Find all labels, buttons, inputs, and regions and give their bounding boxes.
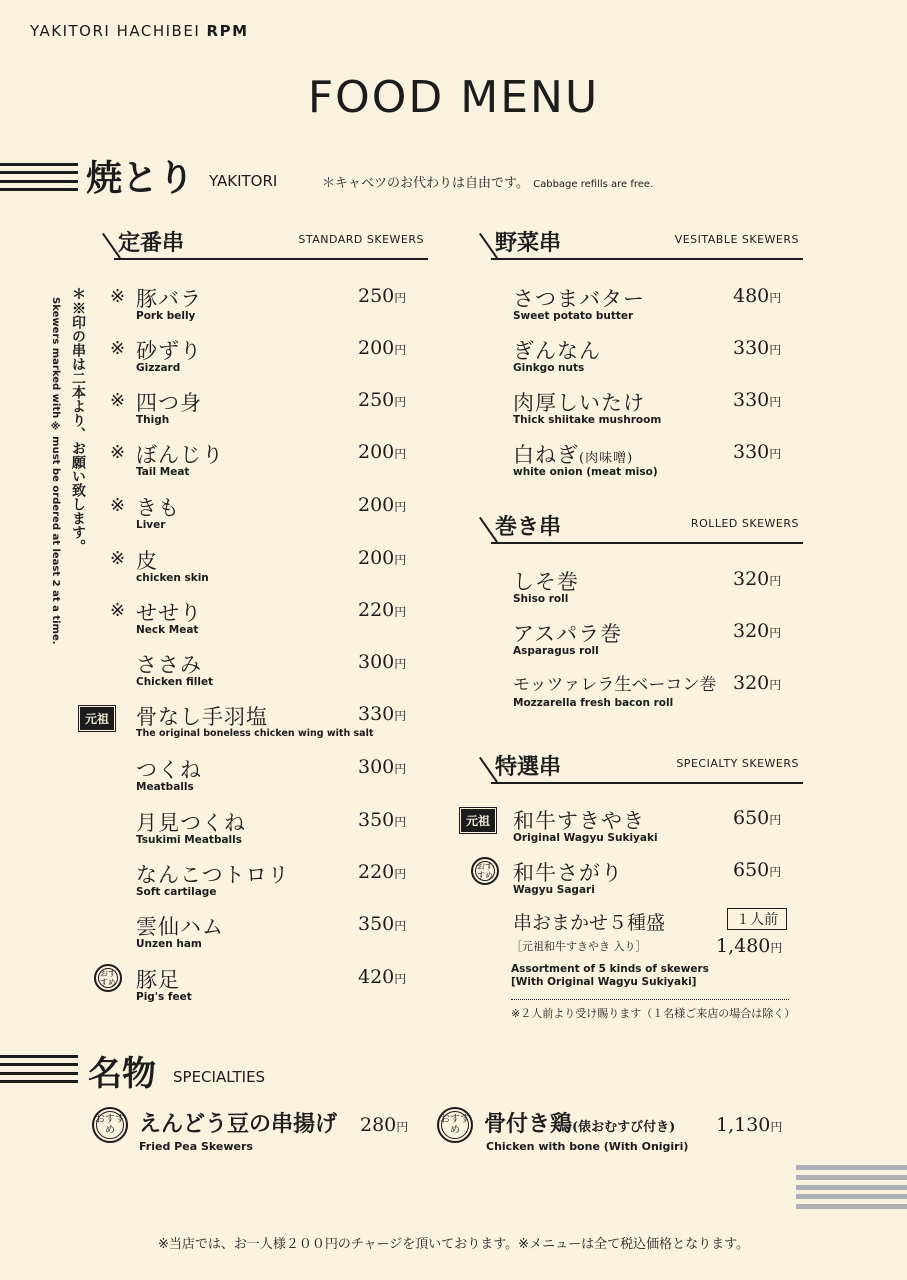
item-name-en: white onion (meat miso) [513,466,658,478]
price-value: 200 [358,441,395,463]
item-name-en: Asparagus roll [513,645,599,657]
price-value: 200 [358,547,395,569]
yen-unit: 円 [769,395,782,409]
item-name-sub: (俵おむすび付き) [572,1120,676,1135]
item-price [733,620,781,642]
item-name: 和牛すきやき [513,809,645,833]
header-rule [114,258,428,260]
rolled-title-en: ROLLED SKEWERS [690,517,799,530]
pea-skewer-name: えんどう豆の串揚げ [139,1111,338,1137]
item-name: 和牛さがり [513,861,623,885]
rolled-title: 巻き串 [495,514,562,540]
price-value: 330 [358,703,395,725]
menu-item [487,859,797,909]
item-name-sub: (肉味噌) [579,451,634,466]
item-price [733,389,781,411]
double-mark: ※ [110,390,126,411]
rolled-header [487,512,803,542]
yen-unit: 円 [769,678,782,692]
osusume-badge: おすすめ [471,857,499,885]
price-value: 330 [733,389,770,411]
item-price [358,703,406,725]
menu-item [110,756,420,806]
item-price [733,672,781,694]
header-rule [491,542,803,544]
omakase-en-1: Assortment of 5 kinds of skewers [511,963,709,975]
decor-stripes [796,1165,907,1209]
menu-item [487,568,797,618]
item-price [733,337,781,359]
header-rule [491,258,803,260]
item-name-en: Unzen ham [136,938,202,950]
yen-unit: 円 [769,343,782,357]
menu-item [110,547,420,597]
item-name-main: 白ねぎ [513,443,579,467]
menu-item [110,651,420,701]
price-value: 320 [733,620,770,642]
yen-unit: 円 [394,657,407,671]
vegetable-title: 野菜串 [495,230,562,256]
yen-unit: 円 [394,447,407,461]
brand [30,22,249,40]
yen-unit: 円 [770,1120,783,1134]
item-name-en: Liver [136,519,166,531]
menu-item [110,703,420,753]
price-value: 320 [733,672,770,694]
menu-item [487,285,797,335]
item-name: ぼんじり [136,443,224,467]
chicken-bone-en: Chicken with bone (With Onigiri) [486,1140,689,1153]
standard-title-en: STANDARD SKEWERS [298,233,424,246]
item-name-en: Ginkgo nuts [513,362,585,374]
yen-unit: 円 [394,972,407,986]
item-name: 四つ身 [136,391,202,415]
item-price [358,441,406,463]
price-value: 350 [358,809,395,831]
item-name: ささみ [136,653,202,677]
price-value: 1,130 [716,1114,771,1136]
item-price [733,807,781,829]
item-name-en: Neck Meat [136,624,199,636]
menu-item [487,672,797,722]
menu-item [487,337,797,387]
header-stripes [0,1055,78,1083]
double-mark: ※ [110,338,126,359]
yen-unit: 円 [394,867,407,881]
item-name [513,439,633,469]
item-name: せせり [136,601,202,625]
specialty-title-en: SPECIALTY SKEWERS [676,757,799,770]
item-name: なんこつトロリ [136,863,290,887]
item-name-en: Chicken fillet [136,676,214,688]
item-price [358,861,406,883]
double-mark: ※ [110,600,126,621]
price-value: 220 [358,599,395,621]
item-name: きも [136,496,180,520]
price-value: 330 [733,337,770,359]
price-value: 250 [358,389,395,411]
osusume-badge: おすすめ [437,1107,473,1143]
menu-item [110,441,420,491]
item-price [733,285,781,307]
menu-item [110,599,420,649]
double-mark: ※ [110,495,126,516]
yen-unit: 円 [394,605,407,619]
price-value: 300 [358,651,395,673]
chicken-bone-price [716,1114,782,1136]
menu-item [110,913,420,963]
price-value: 280 [360,1114,397,1136]
price-value: 650 [733,859,770,881]
side-note-jp: ＊※印の串は二本より、お願い致します。 [70,287,86,553]
cabbage-note-jp: ＊キャベツのお代わりは自由です。 [322,176,529,191]
yakitori-title-en: YAKITORI [209,172,278,190]
yen-unit: 円 [394,343,407,357]
standard-title: 定番串 [118,230,185,256]
header-rule [491,782,803,784]
yen-unit: 円 [394,395,407,409]
item-name-en: Original Wagyu Sukiyaki [513,832,658,844]
yakitori-title: 焼とり [86,157,195,199]
yen-unit: 円 [769,574,782,588]
header-stripes [0,163,78,191]
menu-item [110,861,420,911]
item-name-en: Pork belly [136,310,196,322]
ganso-badge: 元祖 [461,809,495,832]
item-price [358,913,406,935]
item-price [358,809,406,831]
omakase-bracket: ［元祖和牛すきやき 入り］ [511,940,647,953]
item-name-en: Tsukimi Meatballs [136,834,242,846]
price-value: 220 [358,861,395,883]
item-name-en: The original boneless chicken wing with salt [136,728,374,739]
specialty-header [487,752,803,782]
ganso-badge: 元祖 [80,707,114,730]
item-name-en: chicken skin [136,572,209,584]
price-value: 250 [358,285,395,307]
menu-item [487,807,797,857]
item-price [358,966,406,988]
chicken-bone-name [484,1107,675,1138]
cabbage-note-en: Cabbage refills are free. [533,179,654,190]
yen-unit: 円 [394,709,407,723]
meibutsu-title: 名物 [88,1054,156,1094]
item-name: モッツァレラ生ベーコン巻 [513,675,717,695]
omakase-en-2: [With Original Wagyu Sukiyaki] [511,976,697,988]
standard-header [110,228,428,258]
osusume-badge: おすすめ [94,964,122,992]
yen-unit: 円 [396,1120,409,1134]
item-price [733,568,781,590]
item-name-en: Sweet potato butter [513,310,634,322]
price-value: 200 [358,494,395,516]
item-name: 豚バラ [136,287,202,311]
menu-item [110,389,420,439]
menu-item [110,966,420,1016]
pea-skewer-en: Fried Pea Skewers [139,1140,253,1153]
double-mark: ※ [110,548,126,569]
price-value: 330 [733,441,770,463]
yen-unit: 円 [770,941,783,955]
item-name-en: Gizzard [136,362,181,374]
menu-item [110,285,420,335]
item-name: 砂ずり [136,339,202,363]
item-price [733,441,781,463]
yen-unit: 円 [394,291,407,305]
menu-item [487,389,797,439]
item-name-en: Thigh [136,414,170,426]
item-price [358,285,406,307]
yen-unit: 円 [394,919,407,933]
item-price [358,651,406,673]
item-price [358,599,406,621]
omakase-name: 串おまかせ５種盛 [513,912,666,934]
specialty-title: 特選串 [495,754,562,780]
vegetable-title-en: VESITABLE SKEWERS [674,233,799,246]
item-name: つくね [136,758,202,782]
price-value: 1,480 [716,935,771,957]
omakase-note: ※２人前より受け賜ります（１名様ご来店の場合は除く） [511,1007,796,1020]
yen-unit: 円 [769,865,782,879]
item-name-en: Shiso roll [513,593,569,605]
item-name: 皮 [136,549,158,573]
yen-unit: 円 [769,626,782,640]
item-name: アスパラ巻 [513,622,623,646]
yen-unit: 円 [394,762,407,776]
brand-name: YAKITORI HACHIBEI [30,22,201,40]
price-value: 480 [733,285,770,307]
price-value: 420 [358,966,395,988]
item-price [358,547,406,569]
item-name: 月見つくね [136,811,246,835]
item-name-main: 骨付き鶏 [484,1111,573,1137]
price-value: 650 [733,807,770,829]
price-value: 350 [358,913,395,935]
item-price [358,756,406,778]
item-name-en: Thick shiitake mushroom [513,414,662,426]
omakase-price [716,935,782,957]
cabbage-note [322,172,653,191]
yen-unit: 円 [394,553,407,567]
yen-unit: 円 [769,291,782,305]
pea-skewer-price [360,1114,408,1136]
item-name: さつまバター [513,287,645,311]
yen-unit: 円 [394,815,407,829]
item-name-en: Wagyu Sagari [513,884,595,896]
page-title: FOOD MENU [307,72,600,123]
item-name: しそ巻 [513,570,579,594]
yen-unit: 円 [769,813,782,827]
brand-rpm: RPM [206,22,249,40]
price-value: 200 [358,337,395,359]
item-name-en: Pig's feet [136,991,192,1003]
item-name: 骨なし手羽塩 [136,705,268,729]
item-name: 肉厚しいたけ [513,391,645,415]
double-mark: ※ [110,442,126,463]
menu-item [487,441,797,491]
item-name-en: Tail Meat [136,466,190,478]
vegetable-header [487,228,803,258]
yen-unit: 円 [394,500,407,514]
yen-unit: 円 [769,447,782,461]
side-note-en: Skewers marked with ※ must be ordered at least 2 at a time. [50,297,61,645]
menu-item [487,620,797,670]
dotted-divider [511,999,789,1000]
item-price [358,389,406,411]
item-price [733,859,781,881]
item-name-en: Soft cartilage [136,886,217,898]
menu-item [110,337,420,387]
price-value: 320 [733,568,770,590]
item-name-en: Meatballs [136,781,194,793]
menu-item [110,809,420,859]
price-value: 300 [358,756,395,778]
osusume-badge: おすすめ [92,1107,128,1143]
item-name: ぎんなん [513,339,601,363]
item-name-en: Mozzarella fresh bacon roll [513,697,674,709]
portion-box: １人前 [727,908,787,930]
item-price [358,337,406,359]
double-mark: ※ [110,286,126,307]
footer-note: ※当店では、お一人様２００円のチャージを頂いております。※メニューは全て税込価格となります。 [157,1237,750,1252]
menu-item [110,494,420,544]
item-price [358,494,406,516]
item-name: 雲仙ハム [136,915,224,939]
meibutsu-title-en: SPECIALTIES [173,1068,266,1086]
item-name: 豚足 [136,968,180,992]
